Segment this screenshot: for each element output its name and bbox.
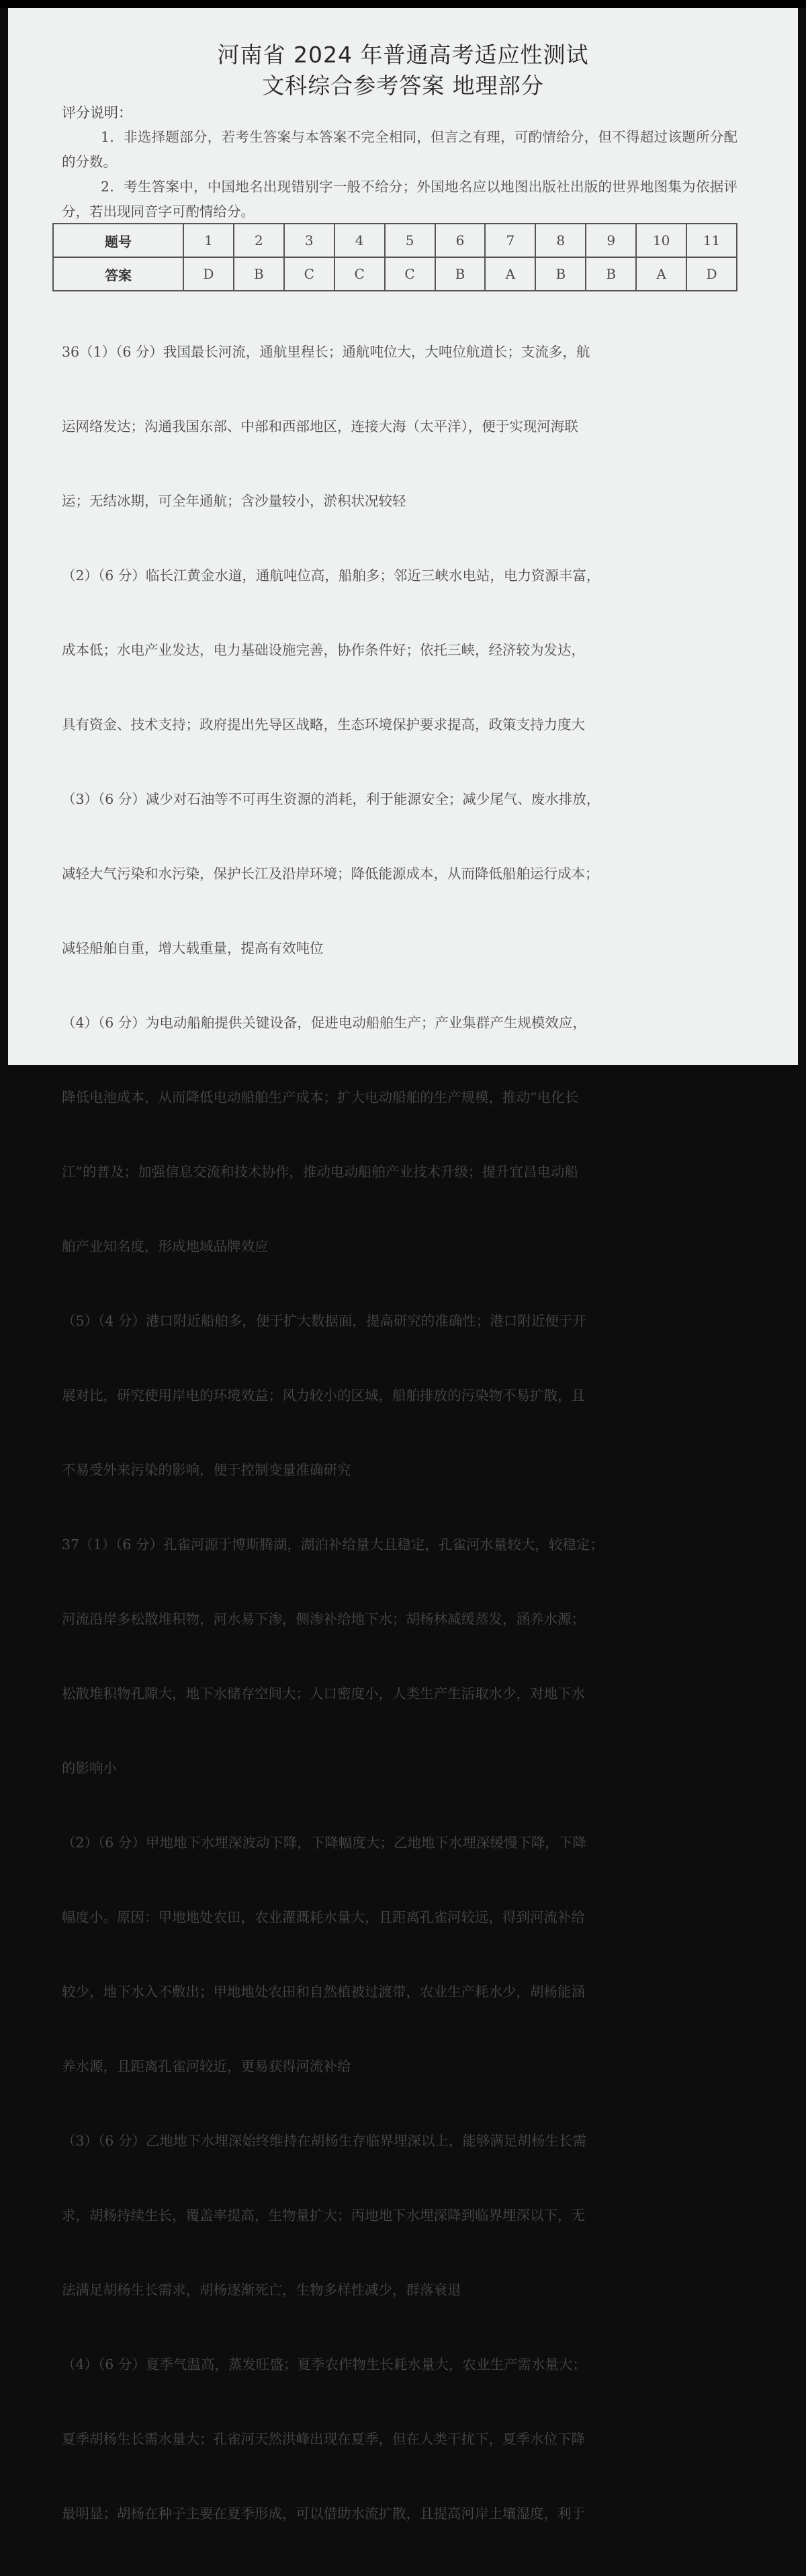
answer-cell: B xyxy=(535,257,586,291)
answer-cell: A xyxy=(485,257,535,291)
answer-line: 的影响小 xyxy=(62,1760,117,1776)
answer-row xyxy=(53,257,737,291)
answer-line: 幅度小。原因：甲地地处农田，农业灌溉耗水量大，且距离孔雀河较远，得到河流补给 xyxy=(62,1909,585,1925)
question-number-cell: 4 xyxy=(334,224,385,257)
answer-line: 运网络发达；沟通我国东部、中部和西部地区，连接大海（太平洋），便于实现河海联 xyxy=(62,418,578,434)
answer-line: 36（1）（6 分）我国最长河流，通航里程长；通航吨位大，大吨位航道长；支流多，航 xyxy=(62,344,590,360)
answer-line: 法满足胡杨生长需求，胡杨逐渐死亡，生物多样性减少，群落衰退 xyxy=(62,2282,461,2298)
answer-cell: B xyxy=(586,257,636,291)
question-number-cell: 3 xyxy=(284,224,334,257)
answer-line: （5）（4 分）港口附近船舶多，便于扩大数据面，提高研究的准确性；港口附近便于开 xyxy=(62,1313,586,1329)
answer-line: 松散堆积物孔隙大，地下水储存空间大；人口密度小，人类生产生活取水少，对地下水 xyxy=(62,1686,585,1702)
answer-line: 展对比，研究使用岸电的环境效益；风力较小的区域，船舶排放的污染物不易扩散，且 xyxy=(62,1387,585,1404)
answer-line: （2）（6 分）临长江黄金水道，通航吨位高，船舶多；邻近三峡水电站，电力资源丰富， xyxy=(62,567,600,584)
answer-cell: B xyxy=(234,257,284,291)
answer-line: 舶产业知名度，形成地域品牌效应 xyxy=(62,1238,269,1254)
row-label: 答案 xyxy=(53,257,183,291)
answer-line: 运；无结冰期，可全年通航；含沙量较小，淤积状况较轻 xyxy=(62,493,406,509)
answer-line: 养水源，且距离孔雀河较近，更易获得河流补给 xyxy=(62,2058,351,2074)
question-number-row xyxy=(53,224,737,257)
page-title: 河南省 2024 年普通高考适应性测试 xyxy=(217,42,589,68)
scoring-note: 1．非选择题部分，若考生答案与本答案不完全相同，但言之有理，可酌情给分，但不得超过该题所分配的分数。 xyxy=(62,129,737,170)
answer-line: 减轻大气污染和水污染，保护长江及沿岸环境；降低能源成本，从而降低船舶运行成本； xyxy=(62,866,599,882)
question-number-cell: 9 xyxy=(586,224,636,257)
answer-line: （3）（6 分）乙地地下水埋深始终维持在胡杨生存临界埋深以上，能够满足胡杨生长需 xyxy=(62,2133,586,2149)
scoring-note: 2．考生答案中，中国地名出现错别字一般不给分；外国地名应以地图出版社出版的世界地图集为依据评分，若出现同音字可酌情给分。 xyxy=(62,179,737,220)
question-number-cell: 8 xyxy=(535,224,586,257)
answer-cell: C xyxy=(284,257,334,291)
answer-line: 成本低；水电产业发达，电力基础设施完善，协作条件好；依托三峡，经济较为发达， xyxy=(62,642,585,658)
question-number-cell: 5 xyxy=(385,224,435,257)
question-number-cell: 11 xyxy=(686,224,737,257)
answer-line: 降低电池成本，从而降低电动船舶生产成本；扩大电动船舶的生产规模，推动“电化长 xyxy=(62,1089,578,1105)
answer-line: 江”的普及；加强信息交流和技术协作，推动电动船舶产业技术升级；提升宜昌电动船 xyxy=(62,1164,578,1180)
answer-line: 不易受外来污染的影响，便于控制变量准确研究 xyxy=(62,1462,351,1478)
answer-sheet-page xyxy=(8,8,798,2522)
answer-table xyxy=(52,223,737,291)
answer-line: （4）（6 分）夏季气温高，蒸发旺盛；夏季农作物生长耗水量大，农业生产需水量大； xyxy=(62,2356,586,2373)
answer-cell: A xyxy=(636,257,686,291)
question-number-cell: 2 xyxy=(234,224,284,257)
answer-cell: C xyxy=(334,257,385,291)
scoring-heading: 评分说明： xyxy=(62,105,132,121)
answer-line: 37（1）（6 分）孔雀河源于博斯腾湖，湖泊补给量大且稳定，孔雀河水量较大，较稳定； xyxy=(62,1536,604,1553)
answer-line: 夏季胡杨生长需水量大；孔雀河天然洪峰出现在夏季，但在人类干扰下，夏季水位下降 xyxy=(62,2431,585,2447)
answer-line: 求，胡杨持续生长，覆盖率提高，生物量扩大；丙地地下水埋深降到临界埋深以下，无 xyxy=(62,2207,585,2223)
answer-line: 较少，地下水入不敷出；甲地地处农田和自然植被过渡带，农业生产耗水少，胡杨能涵 xyxy=(62,1984,585,2000)
top-black-bar xyxy=(0,0,806,8)
answer-explanations xyxy=(62,290,737,2576)
question-number-cell: 10 xyxy=(636,224,686,257)
answer-line: 减轻船舶自重，增大载重量，提高有效吨位 xyxy=(62,940,324,956)
answer-line: （3）（6 分）减少对石油等不可再生资源的消耗，利于能源安全；减少尾气、废水排放， xyxy=(62,791,600,807)
answer-cell: C xyxy=(385,257,435,291)
answer-cell: D xyxy=(686,257,737,291)
answer-cell: B xyxy=(435,257,486,291)
answer-line: （2）（6 分）甲地地下水埋深波动下降，下降幅度大；乙地地下水埋深缓慢下降，下降 xyxy=(62,1835,586,1851)
question-number-cell: 1 xyxy=(183,224,234,257)
answer-line: （4）（6 分）为电动船舶提供关键设备，促进电动船舶生产；产业集群产生规模效应， xyxy=(62,1015,586,1031)
answer-cell: D xyxy=(183,257,234,291)
row-label: 题号 xyxy=(53,224,183,257)
answer-line: 具有资金、技术支持；政府提出先导区战略，生态环境保护要求提高，政策支持力度大 xyxy=(62,717,585,733)
question-number-cell: 6 xyxy=(435,224,486,257)
answer-line: 河流沿岸多松散堆积物，河水易下渗，侧渗补给地下水；胡杨林减缓蒸发，涵养水源； xyxy=(62,1611,585,1627)
page-subtitle: 文科综合参考答案 地理部分 xyxy=(262,73,544,99)
question-number-cell: 7 xyxy=(485,224,535,257)
answer-line: 最明显；胡杨在种子主要在夏季形成，可以借助水流扩散，且提高河岸土壤湿度，利于 xyxy=(62,2505,585,2522)
